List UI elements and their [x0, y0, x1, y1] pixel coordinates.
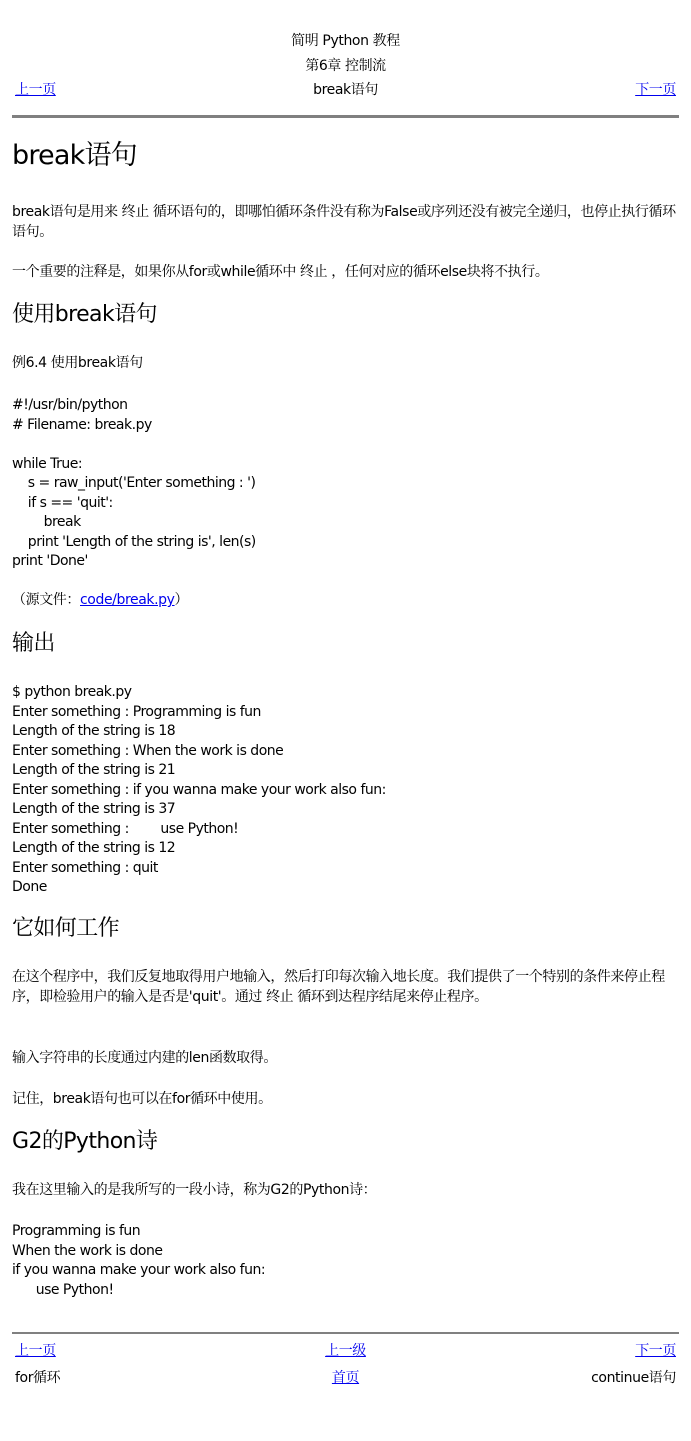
section-heading-how: 它如何工作 — [12, 916, 120, 941]
footer-row-links — [12, 1342, 679, 1369]
code-listing: #!/usr/bin/python # Filename: break.py while True: s = raw_input('Enter something : ') if s == 'quit': break print 'Length of the string is', len(s) print 'Done' — [12, 397, 256, 569]
how-paragraph-2: 输入字符串的长度通过内建的len函数取得。 — [12, 1050, 277, 1066]
poem-block: Programming is fun When the work is done if you wanna make your work also fun: use Python! — [12, 1223, 266, 1298]
navigation-footer — [12, 1342, 679, 1396]
source-file-link[interactable]: code/break.py — [80, 592, 175, 608]
section-heading-use: 使用break语句 — [12, 302, 157, 327]
footer-next-link[interactable]: 下一页 — [635, 1343, 676, 1359]
footer-prev-title: for循环 — [15, 1370, 61, 1386]
header-divider — [12, 115, 679, 118]
footer-home-link[interactable]: 首页 — [331, 1370, 360, 1386]
section-heading-output: 输出 — [12, 631, 55, 656]
source-suffix: ） — [174, 592, 189, 608]
note-paragraph: 一个重要的注释是，如果你从for或while循环中 终止 ，任何对应的循环else块将不执行。 — [12, 264, 549, 280]
footer-row-titles — [12, 1369, 679, 1396]
source-prefix: （源文件： — [12, 592, 80, 608]
navigation-header — [12, 0, 679, 100]
program-output: $ python break.py Enter something : Programming is fun Length of the string is 18 Enter something : When the work is done Length of the string is 21 Enter something : if you wanna make your work also fun: Length of the string is 37 Enter something : use Python! Length of the string is 12 Enter something : quit Done — [12, 684, 386, 895]
poem-intro: 我在这里输入的是我所写的一段小诗，称为G2的Python诗： — [12, 1182, 377, 1198]
header-next-link[interactable]: 下一页 — [635, 82, 676, 98]
book-title: 简明 Python 教程 — [291, 33, 400, 49]
footer-divider — [12, 1332, 679, 1334]
section-title: break语句 — [313, 82, 378, 98]
page-heading: break语句 — [12, 140, 137, 171]
page — [12, 0, 679, 1386]
section-heading-poem: G2的Python诗 — [12, 1129, 158, 1154]
source-file-line — [12, 591, 679, 611]
chapter-title: 第6章 控制流 — [305, 58, 386, 74]
how-paragraph-1: 在这个程序中，我们反复地取得用户地输入，然后打印每次输入地长度。我们提供了一个特别的条件来停止程序，即检验用户的输入是否是'quit'。通过 终止 循环到达程序结尾来停止程序。 — [12, 969, 665, 1005]
footer-next-title: continue语句 — [591, 1370, 676, 1386]
footer-up-link[interactable]: 上一级 — [325, 1343, 366, 1359]
footer-prev-link[interactable]: 上一页 — [15, 1343, 56, 1359]
header-prev-link[interactable]: 上一页 — [15, 82, 56, 98]
intro-paragraph: break语句是用来 终止 循环语句的，即哪怕循环条件没有称为False或序列还没有被完全递归，也停止执行循环语句。 — [12, 204, 676, 240]
example-caption: 例6.4 使用break语句 — [12, 355, 143, 371]
how-paragraph-3: 记住，break语句也可以在for循环中使用。 — [12, 1091, 272, 1107]
